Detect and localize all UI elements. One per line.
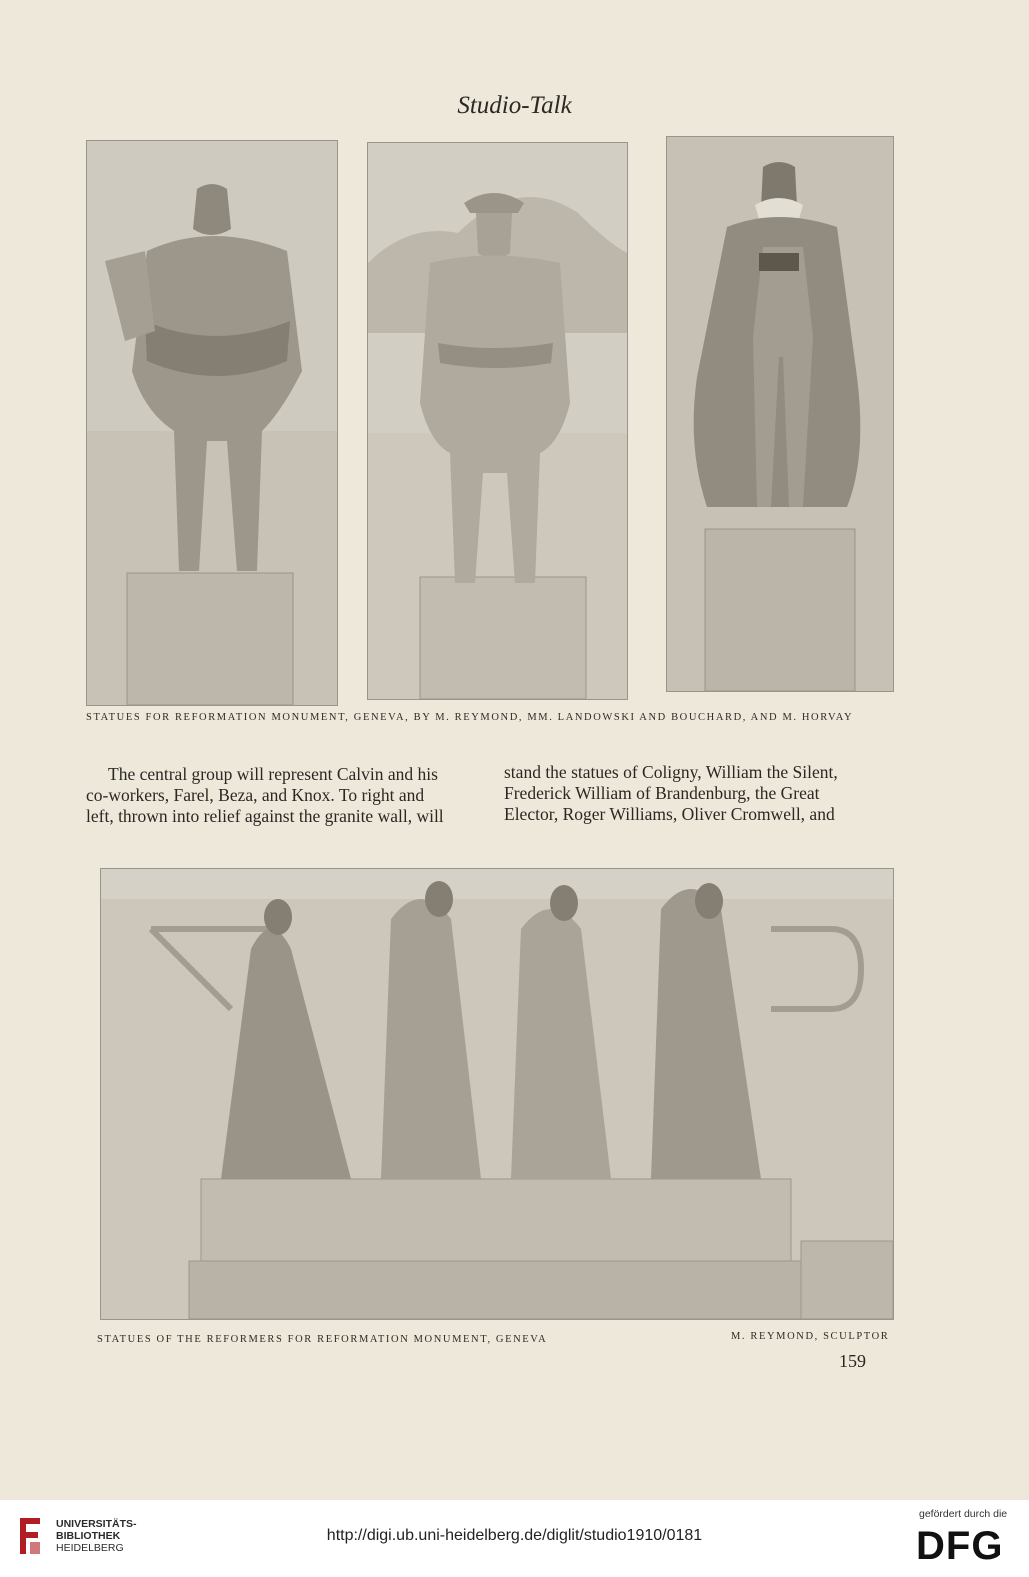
left-text-column: [86, 764, 481, 827]
library-name-line: UNIVERSITÄTS-: [56, 1518, 137, 1530]
top-plates-caption: STATUES FOR REFORMATION MONUMENT, GENEVA, BY M. REYMOND, MM. LANDOWSKI AND BOUCHARD, AND M. HORVAY: [86, 712, 854, 723]
library-name-line: HEIDELBERG: [56, 1542, 124, 1554]
library-name-line: BIBLIOTHEK: [56, 1530, 121, 1542]
text-line: Frederick William of Brandenburg, the Great: [504, 783, 820, 803]
text-line: stand the statues of Coligny, William the Silent,: [504, 762, 838, 782]
text-line: left, thrown into relief against the granite wall, will: [86, 806, 444, 826]
text-line: Elector, Roger Williams, Oliver Cromwell, and: [504, 804, 835, 824]
funding-label: gefördert durch die: [919, 1508, 1008, 1520]
right-text-column: [504, 762, 899, 825]
text-line: co-workers, Farel, Beza, and Knox. To right and: [86, 785, 425, 805]
statue-photo-william-the-silent: [367, 142, 628, 700]
bottom-plate-credit: M. REYMOND, SCULPTOR: [731, 1331, 890, 1342]
statue-photo-frederick-william: [666, 136, 894, 692]
statue-photo-coligny: [86, 140, 338, 706]
source-url-link[interactable]: http://digi.ub.uni-heidelberg.de/diglit/studio1910/0181: [326, 1527, 703, 1544]
dfg-logo: DFG: [916, 1524, 1004, 1568]
text-line: The central group will represent Calvin and his: [108, 764, 438, 784]
running-header: Studio-Talk: [457, 92, 572, 119]
page-number: 159: [839, 1351, 866, 1371]
bottom-plate-caption: STATUES OF THE REFORMERS FOR REFORMATION MONUMENT, GENEVA: [97, 1334, 548, 1345]
reformers-group-photo: [100, 868, 894, 1320]
